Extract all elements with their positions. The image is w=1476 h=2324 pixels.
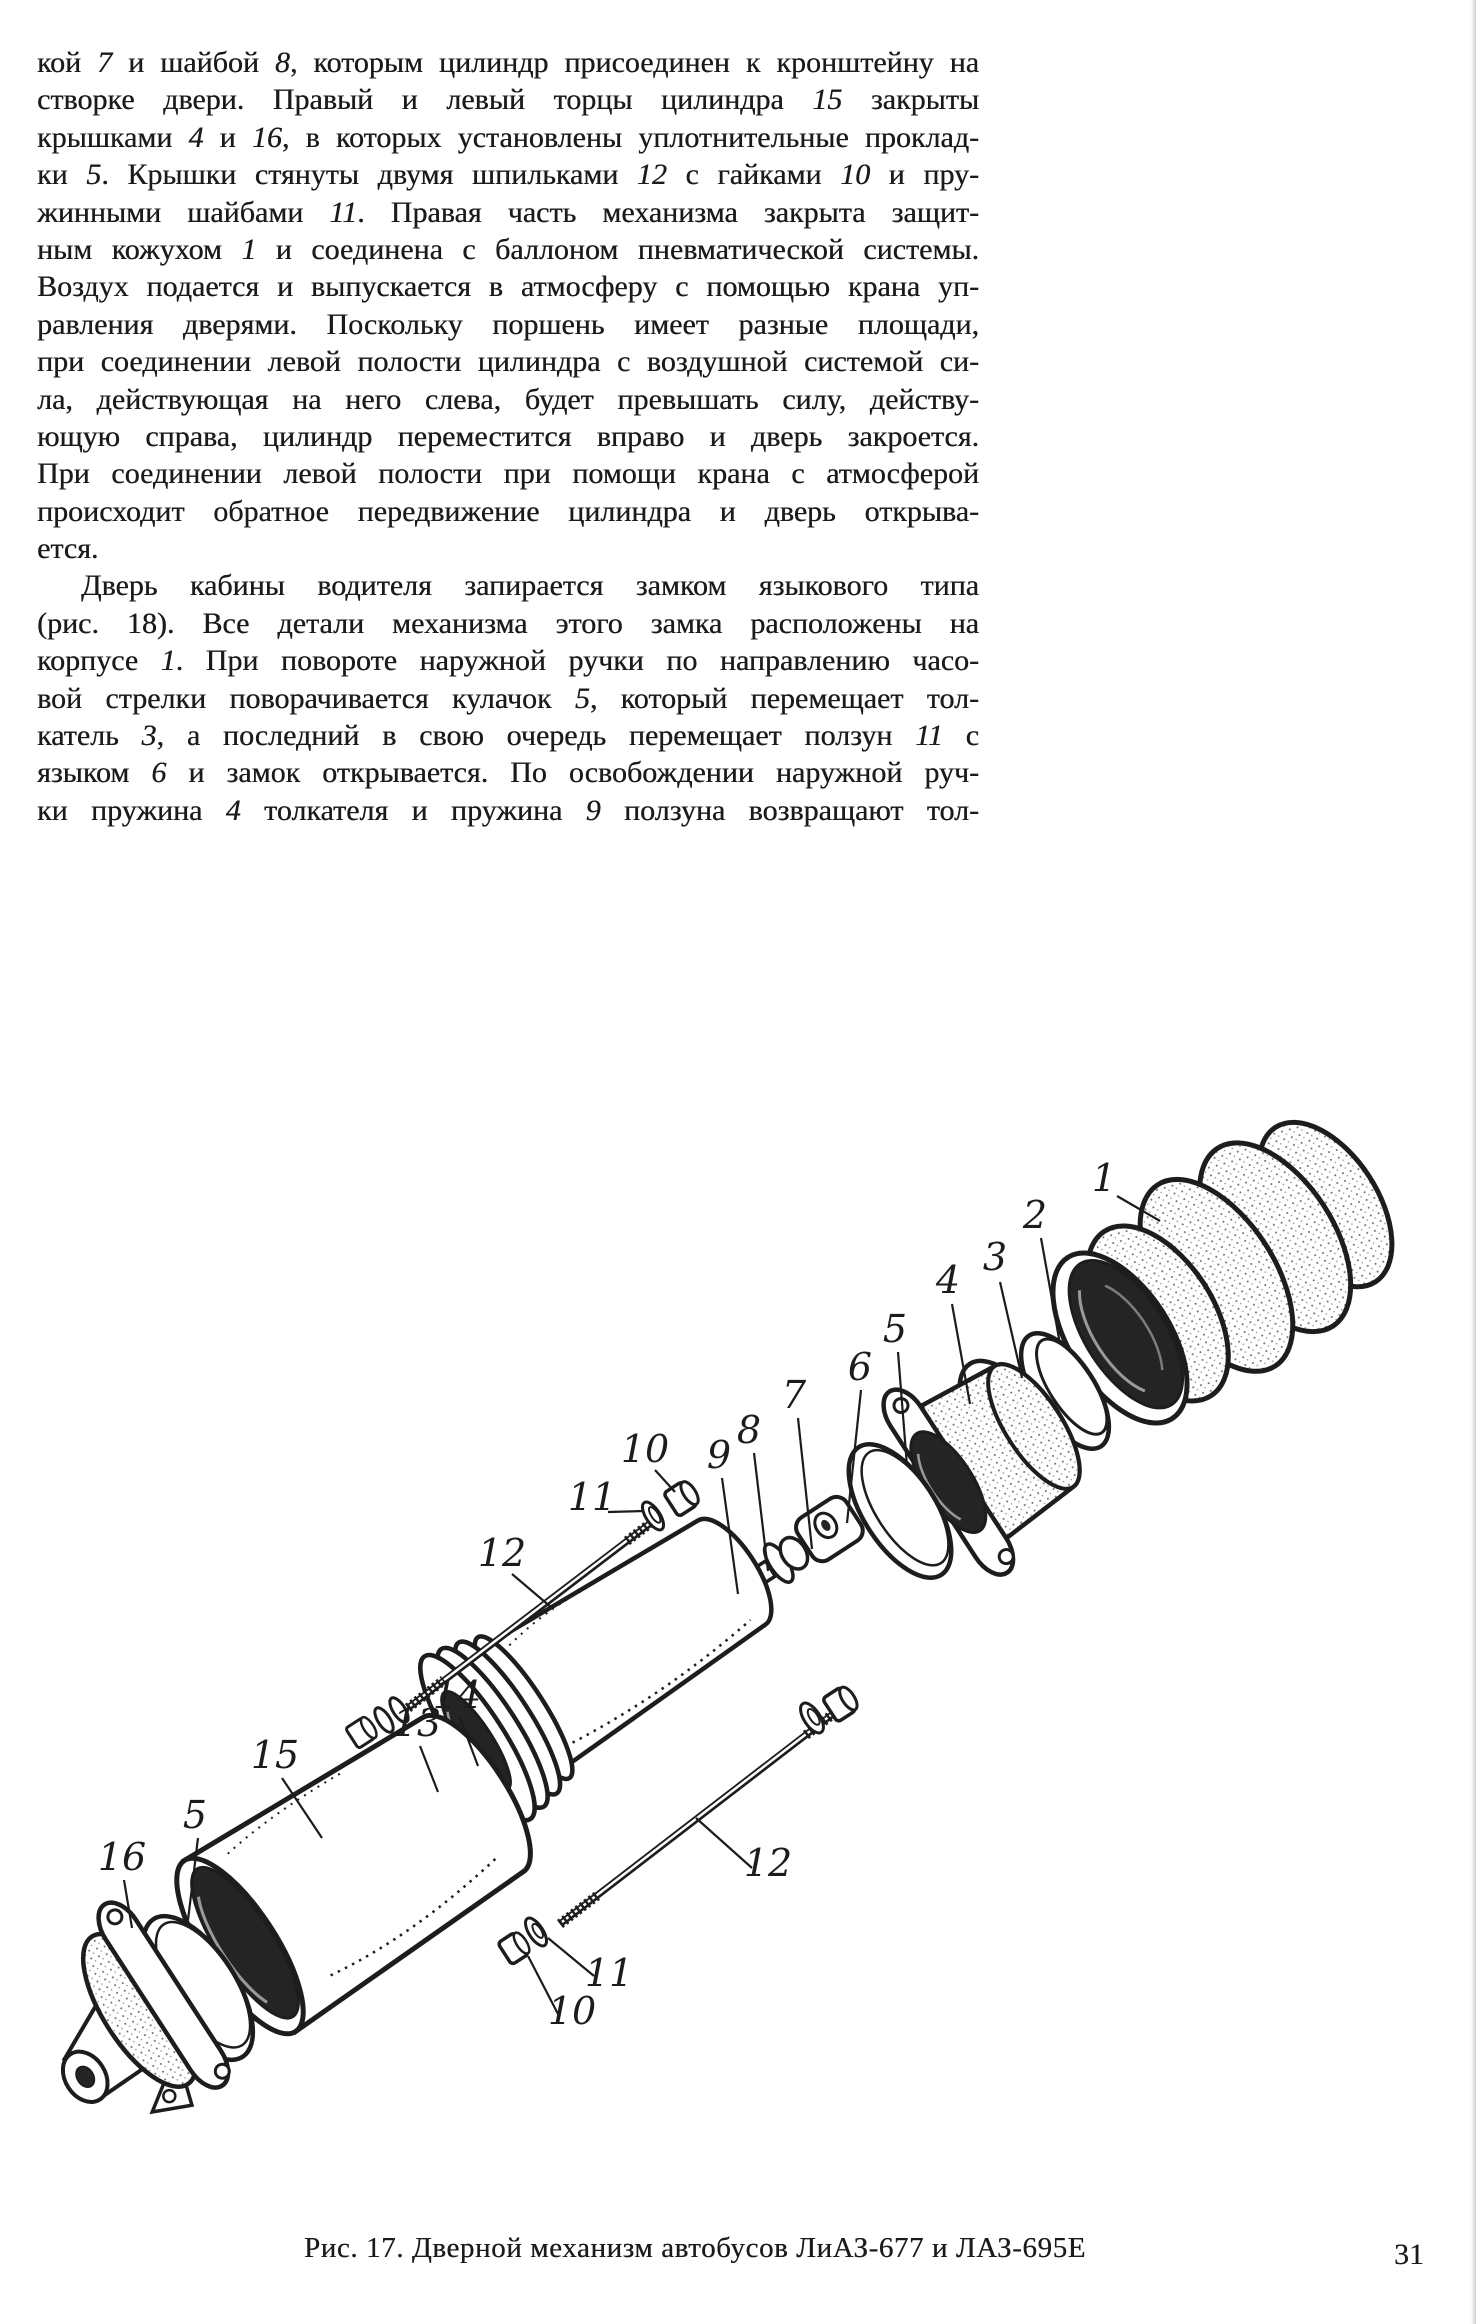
figure-callout-1: 1 [1091, 1156, 1117, 1200]
figure-callout-11: 11 [584, 1951, 634, 1995]
figure-callout-7: 7 [781, 1373, 807, 1417]
figure-callout-13: 13 [392, 1701, 442, 1745]
page-number: 31 [1394, 2238, 1424, 2271]
part-nut-lower-left [498, 1929, 533, 1964]
callout-leader-12 [512, 1574, 552, 1608]
part-nut-10-upper [663, 1478, 702, 1517]
figure-caption: Рис. 17. Дверной механизм автобусов ЛиАЗ-677 и ЛАЗ-695Е [303, 2232, 1086, 2264]
figure-callout-11: 11 [567, 1475, 617, 1519]
text-line-p1-2: створке двери. Правый и левый торцы цилиндра 15 закрыты [37, 83, 979, 117]
figure-callout-3: 3 [982, 1235, 1008, 1279]
figure-drawing [0, 1046, 1476, 2206]
text-line-p2-5: катель 3, а последний в свою очередь перемещает ползун 11 с [37, 719, 979, 753]
text-line-p1-3: крышками 4 и 16, в которых установлены уплотнительные проклад- [37, 120, 979, 154]
figure-callout-10: 10 [547, 1989, 597, 2033]
text-line-p1-10: ла, действующая на него слева, будет превышать силу, действу- [37, 382, 979, 416]
figure-callout-2: 2 [1022, 1193, 1048, 1237]
figure-callout-12: 12 [477, 1531, 527, 1575]
text-line-p1-12: При соединении левой полости при помощи крана с атмосферой [37, 457, 979, 491]
figure-callout-4: 4 [935, 1258, 961, 1302]
callout-leader-8 [754, 1453, 768, 1571]
text-line-p1-14: ется. [37, 532, 99, 566]
figure-callout-10: 10 [620, 1427, 670, 1471]
figure-callout-15: 15 [250, 1733, 300, 1777]
part-nut-upper-left [345, 1715, 379, 1749]
text-line-p2-6: языком 6 и замок открывается. По освобождении наружной руч- [37, 756, 979, 790]
figure-callout-6: 6 [847, 1345, 873, 1389]
text-line-p1-9: при соединении левой полости цилиндра с воздушной системой си- [37, 345, 979, 379]
text-line-p2-7: ки пружина 4 толкателя и пружина 9 ползуна возвращают тол- [37, 793, 980, 827]
text-line-p1-6: ным кожухом 1 и соединена с баллоном пневматической системы. [37, 232, 980, 266]
text-line-p1-5: жинными шайбами 11. Правая часть механизма закрыта защит- [37, 195, 979, 229]
text-line-p1-7: Воздух подается и выпускается в атмосферу с помощью крана уп- [37, 270, 979, 304]
figure-callout-12: 12 [743, 1841, 793, 1885]
figure-callout-9: 9 [706, 1433, 732, 1477]
text-line-p1-13: происходит обратное передвижение цилиндра и дверь открыва- [37, 494, 979, 528]
callout-leader-10 [655, 1470, 675, 1492]
text-line-p2-3: корпусе 1. При повороте наружной ручки по направлению часо- [37, 644, 979, 678]
figure-callout-14: 14 [432, 1673, 482, 1717]
text-line-p1-1: кой 7 и шайбой 8, которым цилиндр присоединен к кронштейну на [37, 46, 980, 79]
text-line-p1-8: равления дверями. Поскольку поршень имеет разные площади, [37, 307, 979, 341]
figure-callout-5: 5 [182, 1793, 208, 1837]
text-line-p1-11: ющую справа, цилиндр переместится вправо и дверь закроется. [37, 419, 979, 453]
text-line-p2-1: Дверь кабины водителя запирается замком языкового типа [81, 569, 979, 603]
text-line-p1-4: ки 5. Крышки стянуты двумя шпильками 12 с гайками 10 и пру- [37, 158, 979, 192]
figure-callout-8: 8 [736, 1408, 762, 1452]
text-line-p2-4: вой стрелки поворачивается кулачок 5, который перемещает тол- [37, 681, 979, 715]
figure-callout-5: 5 [882, 1307, 908, 1351]
figure-callout-16: 16 [97, 1835, 147, 1879]
text-line-p2-2: (рис. 18). Все детали механизма этого замка расположены на [37, 606, 979, 640]
body-text [37, 44, 979, 829]
